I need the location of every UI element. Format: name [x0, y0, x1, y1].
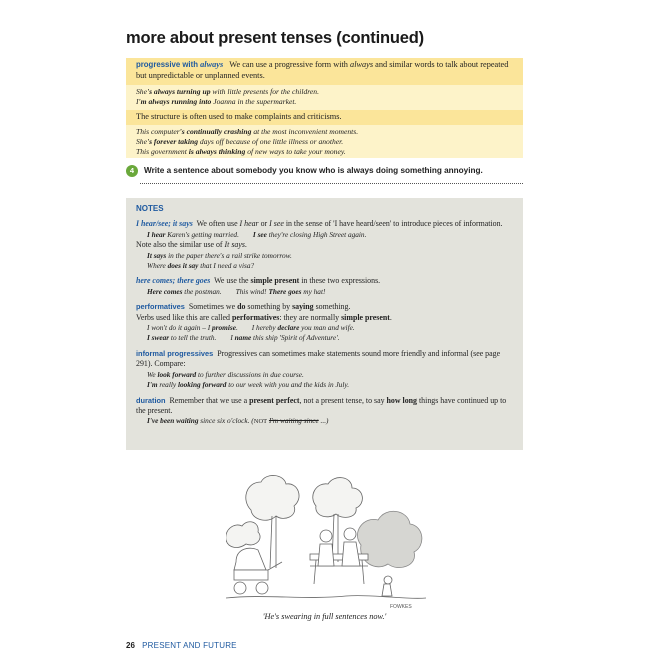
cartoon-signature: FOWKES	[390, 604, 412, 610]
page-title: more about present tenses (continued)	[126, 29, 424, 47]
example-line: I hear Karen's getting married. I see they're closing High Street again.	[147, 229, 367, 239]
example-line: I'm really looking forward to our week with you and the kids in July.	[147, 380, 350, 390]
note-informal-progressives: informal progressives Progressives can sometimes make statements sound more friendly and informal (see page 291). Compare: We look forward to further discussions in due course. I'm really looking forward to our week with you and the kids in July.	[136, 349, 513, 391]
rule-keyword: progressive with always	[136, 60, 224, 69]
cartoon-illustration	[226, 470, 426, 610]
example-line: This computer's continually crashing at the most inconvenient moments.	[136, 127, 359, 136]
example-line: I won't do it again – I promise. I hereby declare you man and wife.	[147, 323, 355, 333]
rule-complaints: The structure is often used to make complaints and criticisms.	[126, 110, 523, 125]
example-line: She's always turning up with little presents for the children.	[136, 87, 319, 96]
exercise-prompt: 4 Write a sentence about somebody you know who is always doing something annoying.	[126, 165, 523, 177]
example-line: She's forever taking days off because of one little illness or another.	[136, 137, 344, 147]
example-line: Where does it say that I need a visa?	[147, 261, 255, 271]
cartoon-caption: 'He's swearing in full sentences now.'	[262, 612, 387, 621]
example-line: We look forward to further discussions in due course.	[147, 369, 304, 379]
example-line: I swear to tell the truth. I name this ship 'Spirit of Adventure'.	[147, 333, 340, 343]
answer-line[interactable]	[140, 183, 523, 184]
notes-box	[126, 198, 523, 450]
example-line: This government is always thinking of new ways to take your money.	[136, 147, 346, 157]
page-footer	[126, 641, 237, 650]
page-number: 26	[126, 641, 135, 650]
examples-complaints	[126, 125, 523, 158]
rule-progressive-always: progressive with always We can use a progressive form with always and similar words to talk about repeated but unpredictable or unplanned events.	[126, 58, 523, 85]
example-line: It says in the paper there's a rail strike tomorrow.	[147, 250, 292, 260]
examples-progressive-always	[126, 85, 523, 110]
exercise-number-badge: 4	[126, 165, 138, 177]
note-here-comes: here comes; there goes We use the simple present in these two expressions. Here comes the postman. This wind! There goes my hat!	[136, 276, 513, 297]
note-hear-see: I hear/see; it says We often use I hear or I see in the sense of 'I have heard/seen' to introduce pieces of information. I hear Karen's getting married. I see they're closing High Street again. Note also the similar use of It says. It says in the paper there's a rail strike tomorrow. Where does it say that I need a visa?	[136, 219, 513, 271]
note-duration: duration Remember that we use a present perfect, not a present tense, to say how long things have continued up to the present. I've been waiting since six o'clock. (NOT I'm waiting since ...)	[136, 396, 513, 428]
example-line: I'm always running into Joanna in the supermarket.	[136, 97, 297, 107]
example-line: Here comes the postman. This wind! There goes my hat!	[147, 286, 326, 296]
example-line: I've been waiting since six o'clock. (NOT I'm waiting since ...)	[147, 416, 329, 426]
section-title: PRESENT AND FUTURE	[142, 641, 237, 650]
note-performatives: performatives Sometimes we do something by saying something. Verbs used like this are called performatives: they are normally simple present. I won't do it again – I promise. I hereby declare you man and wife. I swear to tell the truth. I name this ship 'Spirit of Adventure'.	[136, 302, 513, 344]
notes-title: NOTES	[136, 204, 164, 213]
